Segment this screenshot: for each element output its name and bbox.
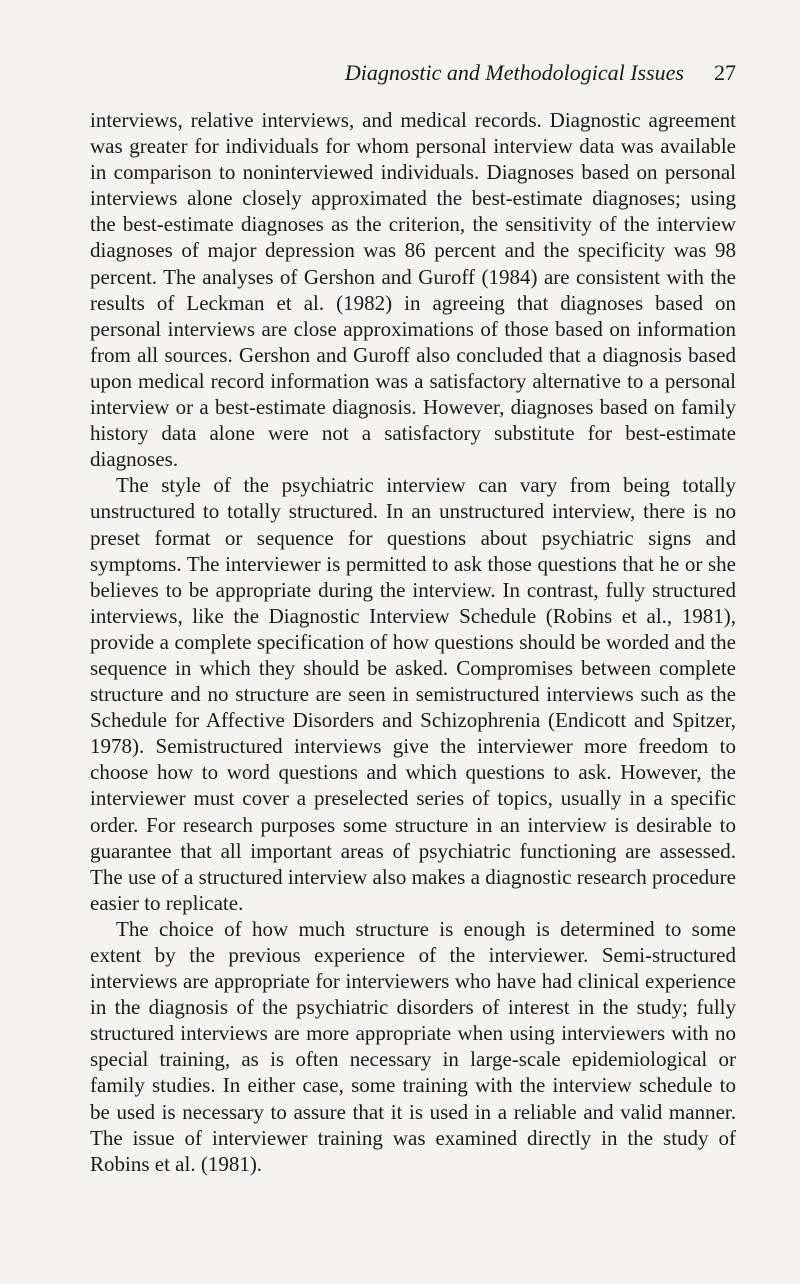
body-text	[90, 107, 736, 1177]
paragraph-interview-style: The style of the psychiatric interview can vary from being totally unstructured to totally structured. In an unstructured interview, there is no preset format or sequence for questions about psychiatric signs and symptoms. The interviewer is permitted to ask those questions that he or she believes to be appropriate during the interview. In contrast, fully structured interviews, like the Diagnostic Interview Schedule (Robins et al., 1981), provide a complete specification of how questions should be worded and the sequence in which they should be asked. Compromises between complete structure and no structure are seen in semistructured interviews such as the Schedule for Affective Disorders and Schizophrenia (Endicott and Spitzer, 1978). Semistructured interviews give the interviewer more freedom to choose how to word questions and which questions to ask. However, the interviewer must cover a preselected series of topics, usually in a specific order. For research purposes some structure in an interview is desirable to guarantee that all important areas of psychiatric functioning are assessed. The use of a structured interview also makes a diagnostic research procedure easier to replicate.	[90, 473, 736, 915]
running-head	[90, 58, 736, 88]
paragraph-continued: interviews, relative interviews, and medical records. Diagnostic agreement was greater for individuals for whom personal interview data was available in comparison to noninterviewed individuals. Diagnoses based on personal interviews alone closely approximated the best-estimate diagnoses; using the best-estimate diagnoses as the criterion, the sensitivity of the interview diagnoses of major depression was 86 percent and the specificity was 98 percent. The analyses of Gershon and Guroff (1984) are consistent with the results of Leckman et al. (1982) in agreeing that diagnoses based on personal interviews are close approximations of those based on information from all sources. Gershon and Guroff also concluded that a diagnosis based upon medical record information was a satisfactory alternative to a personal interview or a best-estimate diagnosis. However, diagnoses based on family history data alone were not a satisfactory substitute for best-estimate diagnoses.	[90, 108, 736, 472]
page-number: 27	[714, 60, 736, 85]
running-title: Diagnostic and Methodological Issues	[344, 60, 684, 85]
paragraph-structure-choice: The choice of how much structure is enough is determined to some extent by the previous experience of the interviewer. Semi-structured interviews are appropriate for interviewers who have had clinical experience in the diagnosis of the psychiatric disorders of interest in the study; fully structured interviews are more appropriate when using interviewers with no special training, as is often necessary in large-scale epidemiological or family studies. In either case, some training with the interview schedule to be used is necessary to assure that it is used in a reliable and valid manner. The issue of interviewer training was examined directly in the study of Robins et al. (1981).	[90, 916, 736, 1176]
